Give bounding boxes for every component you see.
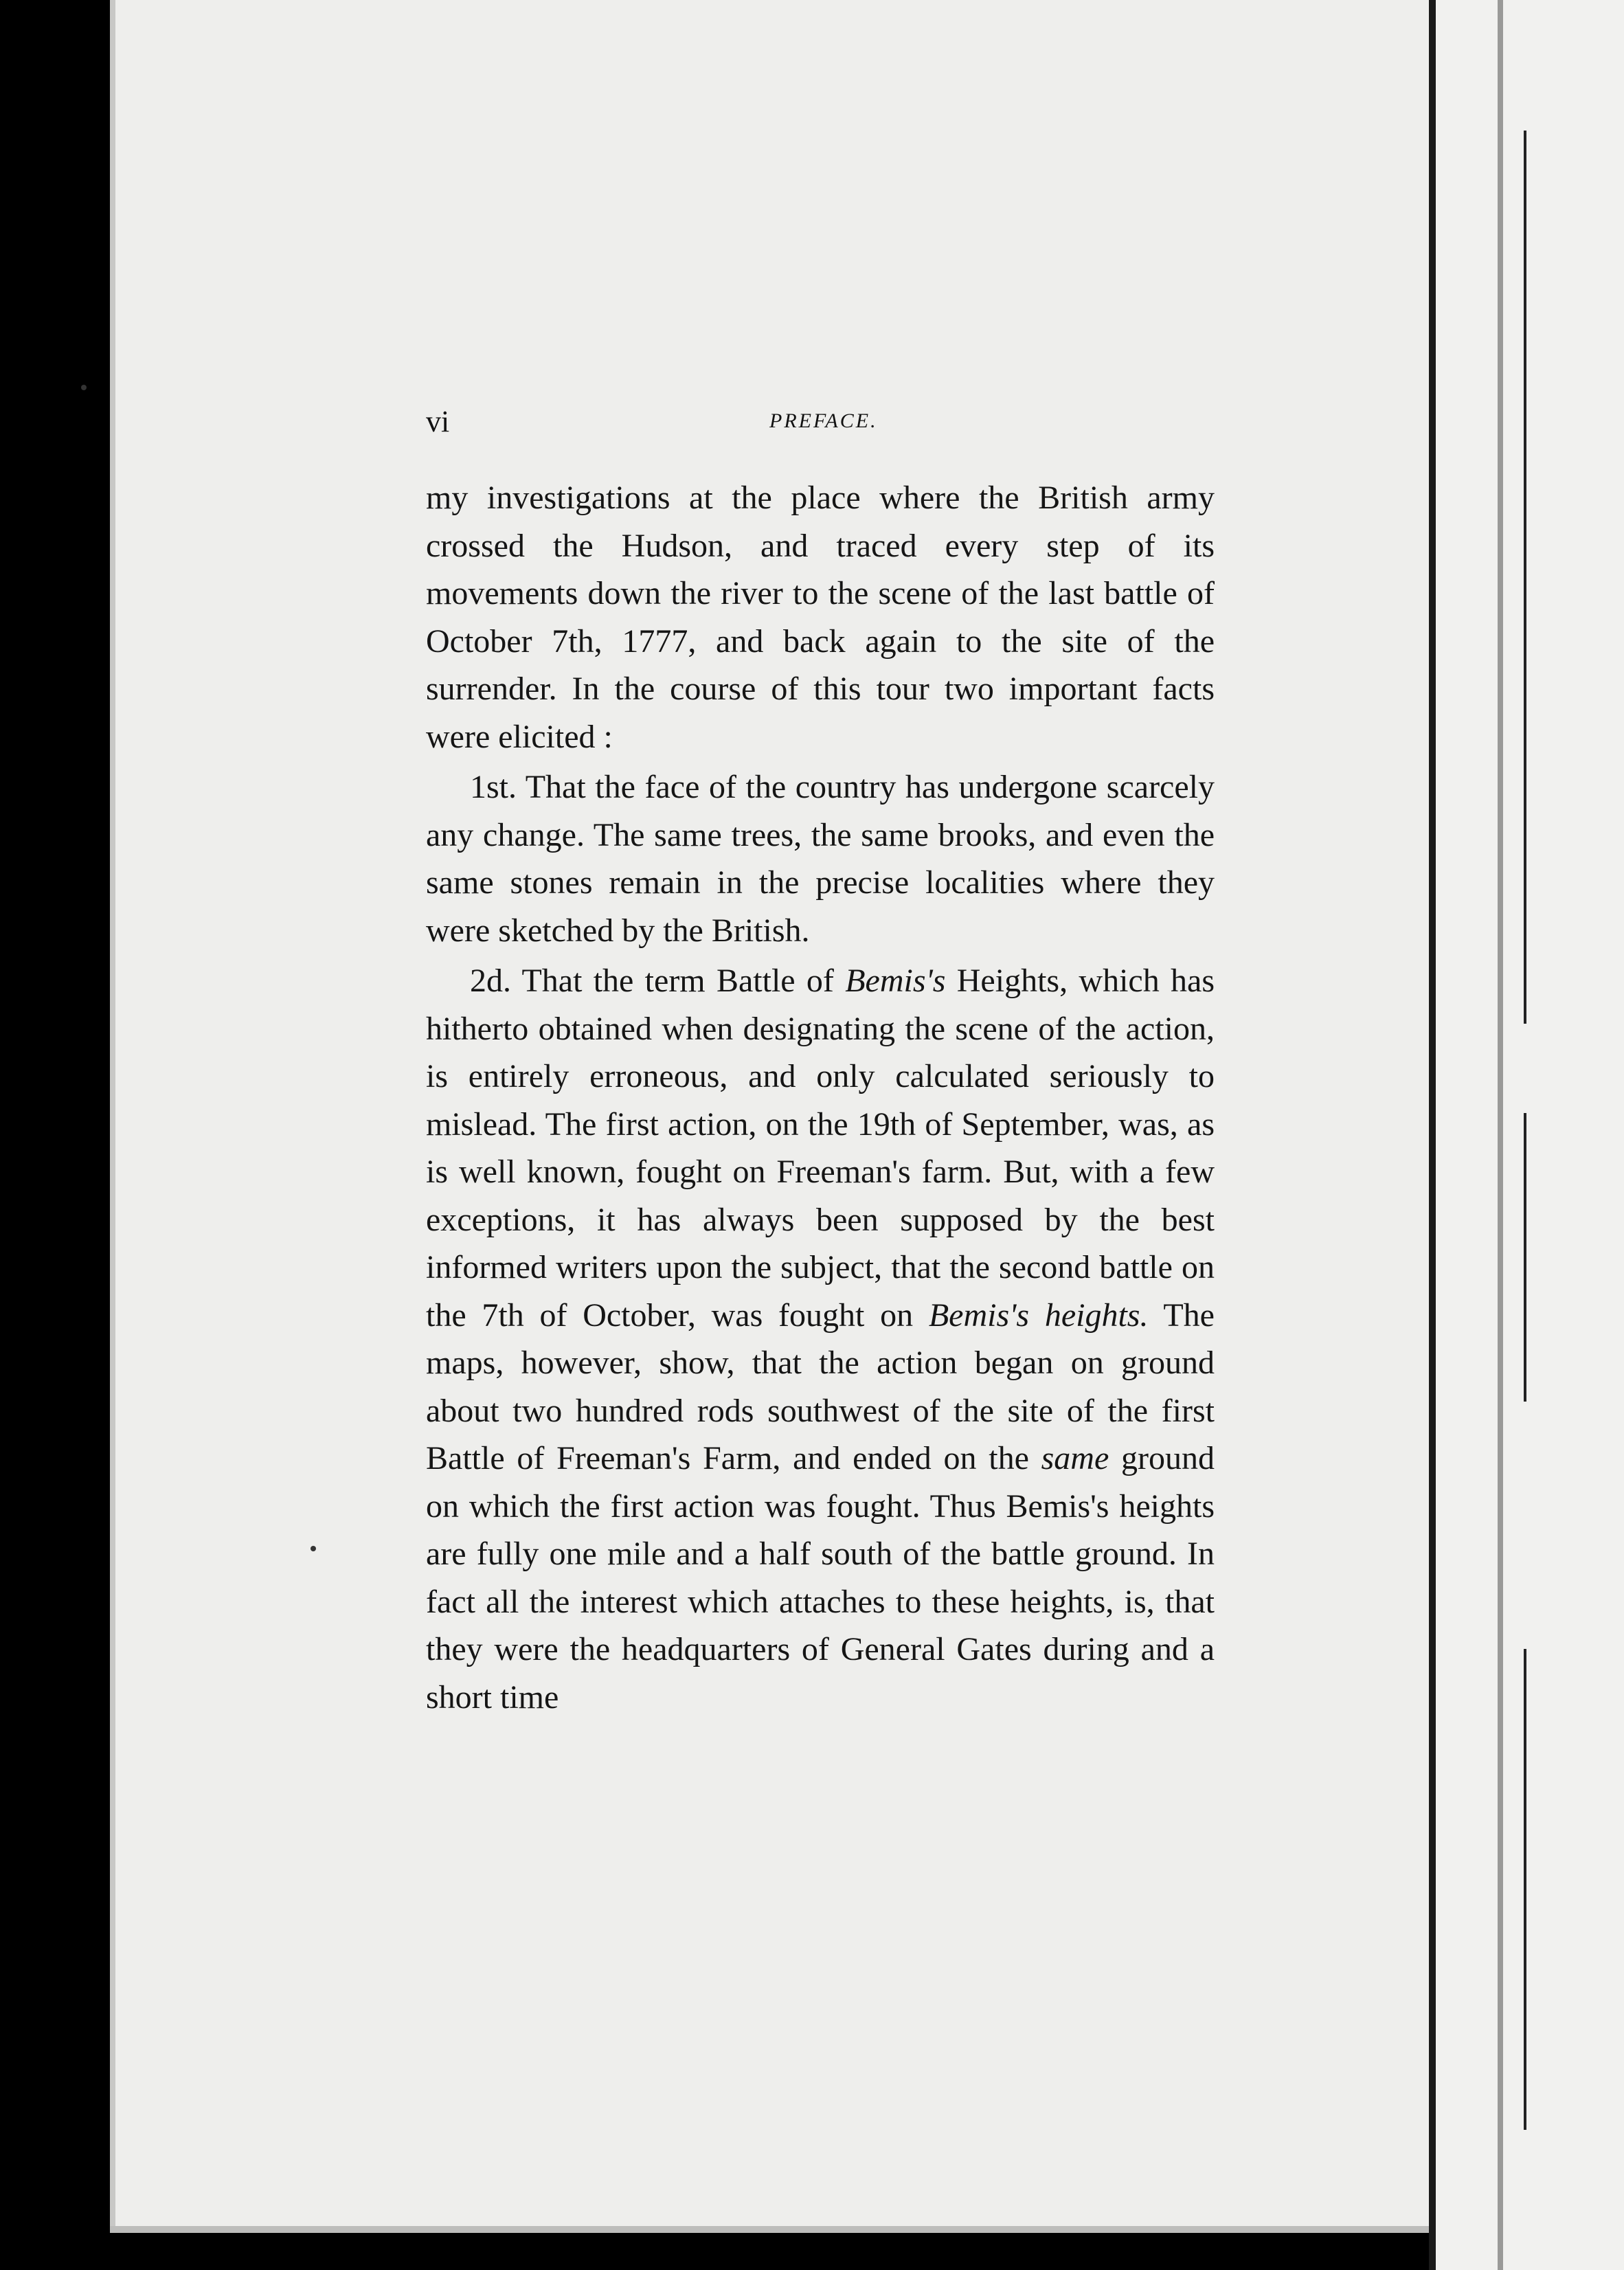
running-head — [426, 404, 1209, 445]
page-bottom-edge — [110, 2226, 1429, 2233]
paragraph-3-emphasis: Bemis's — [845, 963, 946, 999]
scan-speck — [311, 1546, 316, 1551]
page-number: vi — [426, 405, 450, 438]
body-text — [426, 474, 1215, 1724]
paragraph-3-text: ground on which the first action was fought. Thus Bemis's heights are fully one mile and a half south of the battle ground. In fact all the interest which attaches to these heights, is, that they were the headquarters of General Gates during and a short time — [426, 1440, 1215, 1716]
paragraph-3 — [426, 957, 1215, 1721]
edge-mark — [1524, 1649, 1526, 2130]
paragraph-3-text: 2d. That the term Battle of — [470, 963, 846, 999]
edge-mark — [1524, 131, 1526, 1024]
scan-speck — [81, 385, 87, 390]
paragraph-1: my investigations at the place where the British army crossed the Hudson, and traced every step of its movements down the river to the scene of the last battle of October 7th, 1777, and back again to the site of the surrender. In the course of this tour two important facts were elicited : — [426, 480, 1215, 755]
facing-page-fold — [1498, 0, 1503, 2270]
paragraph-2: 1st. That the face of the country has undergone scarcely any change. The same trees, the same brooks, and even the same stones remain in the precise localities where they were sketched by the British. — [426, 769, 1215, 949]
page-left-edge — [110, 0, 115, 2233]
edge-mark — [1524, 1113, 1526, 1402]
paragraph-3-emphasis: same — [1041, 1440, 1109, 1476]
facing-page-edge — [1436, 0, 1624, 2270]
paragraph-3-emphasis: Bemis's heights. — [928, 1296, 1149, 1334]
paragraph-3-text: Heights, which has hitherto obtained when designating the scene of the action, is entirely erroneous, and only calculated seriously to mislead. The first action, on the 19th of September, was, as is well known, fought on Freeman's farm. But, with a few exceptions, it has always been supposed by the best informed writers upon the subject, that the second battle on the 7th of October, was fought on — [426, 963, 1215, 1334]
paragraph-3-text: The maps, however, show, that the action began on ground about two hundred rods southwest of the site of the first Battle of Freeman's Farm, and ended on the — [426, 1296, 1215, 1476]
running-title: PREFACE. — [769, 409, 878, 432]
